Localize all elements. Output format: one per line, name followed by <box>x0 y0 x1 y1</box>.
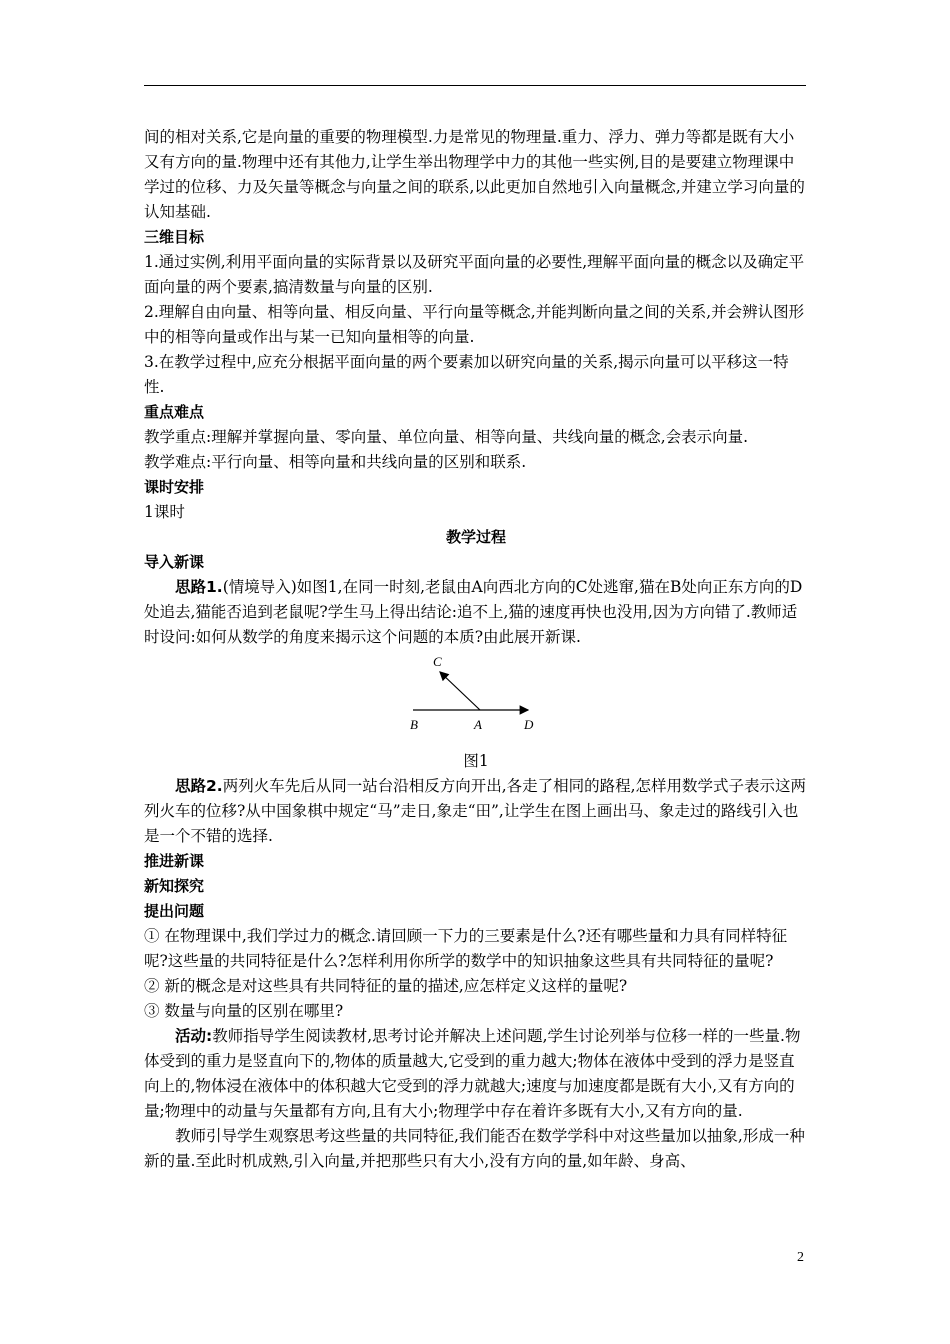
goal-2: 2.理解自由向量、相等向量、相反向量、平行向量等概念,并能判断向量之间的关系,并会辨认图形中的相等向量或作出与某一已知向量相等的向量. <box>144 303 805 346</box>
idea-2-text: 两列火车先后从同一站台沿相反方向开出,各走了相同的路程,怎样用数学式子表示这两列火车的位移?从中国象棋中规定“马”走日,象走“田”,让学生在图上画出马、象走过的路线引入也是一个不错的选择. <box>144 777 807 845</box>
schedule-heading: 课时安排 <box>144 478 205 496</box>
key-focus: 教学重点:理解并掌握向量、零向量、单位向量、相等向量、共线向量的概念,会表示向量. <box>144 428 749 446</box>
advance-heading: 推进新课 <box>144 852 205 870</box>
idea-1-label: 思路1. <box>175 578 223 596</box>
intro-paragraph: 间的相对关系,它是向量的重要的物理模型.力是常见的物理量.重力、浮力、弹力等都是既有大小又有方向的量.物理中还有其他力,让学生举出物理学中力的其他一些实例,目的是要建立物理课中学过的位移、力及矢量等概念与向量之间的联系,以此更加自然地引入向量概念,并建立学习向量的认知基础. <box>144 128 805 221</box>
point-b-label: B <box>410 717 418 732</box>
intro-heading: 导入新课 <box>144 553 205 571</box>
figure-caption: 图1 <box>463 752 489 770</box>
key-heading: 重点难点 <box>144 403 205 421</box>
page-number: 2 <box>797 1250 804 1265</box>
idea-1-paragraph <box>144 575 808 650</box>
question-3: ③ 数量与向量的区别在哪里? <box>144 1002 344 1020</box>
point-c-label: C <box>433 654 442 669</box>
point-d-label: D <box>524 717 534 732</box>
goals-heading: 三维目标 <box>144 228 205 246</box>
key-difficulty: 教学难点:平行向量、相等向量和共线向量的区别和联系. <box>144 453 527 471</box>
idea-2-label: 思路2. <box>175 777 223 795</box>
guide-paragraph: 教师引导学生观察思考这些量的共同特征,我们能否在数学学科中对这些量加以抽象,形成一种新的量.至此时机成熟,引入向量,并把那些只有大小,没有方向的量,如年龄、身高、 <box>144 1127 805 1170</box>
explore-heading: 新知探究 <box>144 877 205 895</box>
schedule-text: 1课时 <box>144 503 185 521</box>
vector-diagram <box>408 654 538 732</box>
activity-label: 活动: <box>175 1027 213 1045</box>
question-1: ① 在物理课中,我们学过力的概念.请回顾一下力的三要素是什么?还有哪些量和力具有同样特征呢?这些量的共同特征是什么?怎样利用你所学的数学中的知识抽象这些具有共同特征的量呢? <box>144 927 788 970</box>
header-rule <box>144 85 806 86</box>
activity-paragraph <box>144 1024 808 1124</box>
idea-1-text: (情境导入)如图1,在同一时刻,老鼠由A向西北方向的C处逃窜,猫在B处向正东方向的D处追去,猫能否追到老鼠呢?学生马上得出结论:追不上,猫的速度再快也没用,因为方向错了.教师适时设问:如何从数学的角度来揭示这个问题的本质?由此展开新课. <box>144 578 803 646</box>
process-title: 教学过程 <box>445 528 506 546</box>
activity-text: 教师指导学生阅读教材,思考讨论并解决上述问题,学生讨论列举与位移一样的一些量.物体受到的重力是竖直向下的,物体的质量越大,它受到的重力越大;物体在液体中受到的浮力是竖直向上的,物体浸在液体中的体积越大它受到的浮力就越大;速度与加速度都是既有大小,又有方向的量;物理中的动量与矢量都有方向,且有大小;物理学中存在着许多既有大小,又有方向的量. <box>144 1027 801 1120</box>
question-heading: 提出问题 <box>144 902 205 920</box>
goal-1: 1.通过实例,利用平面向量的实际背景以及研究平面向量的必要性,理解平面向量的概念以及确定平面向量的两个要素,搞清数量与向量的区别. <box>144 253 805 296</box>
goal-3: 3.在教学过程中,应充分根据平面向量的两个要素加以研究向量的关系,揭示向量可以平移这一特性. <box>144 353 789 396</box>
page-content <box>144 125 808 1174</box>
question-2: ② 新的概念是对这些具有共同特征的量的描述,应怎样定义这样的量呢? <box>144 977 628 995</box>
point-a-label: A <box>474 717 482 732</box>
vector-ac <box>440 672 480 710</box>
figure-1 <box>144 650 808 745</box>
idea-2-paragraph <box>144 774 808 849</box>
